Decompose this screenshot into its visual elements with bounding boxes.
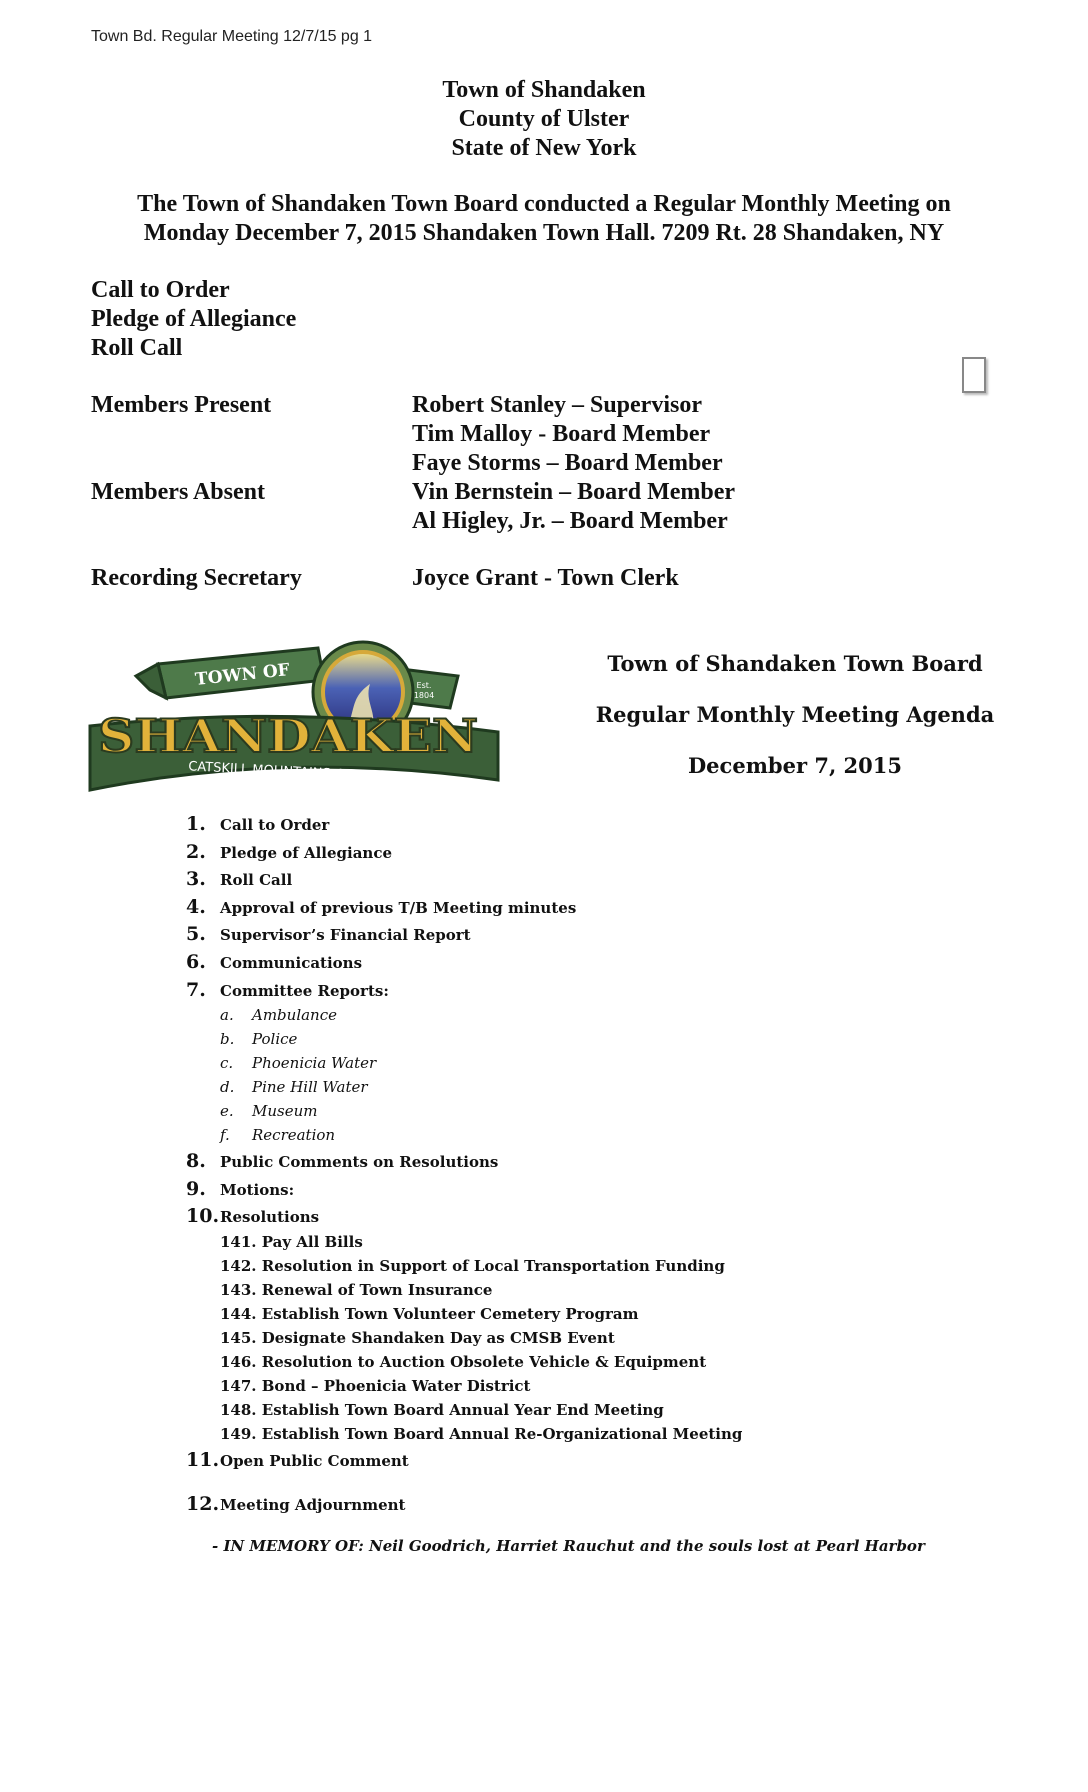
committee-item: e. Museum bbox=[220, 1102, 318, 1121]
title-line: Town of Shandaken bbox=[442, 77, 646, 103]
agenda-item: 6. Communications bbox=[186, 950, 363, 973]
resolution-item: 145. Designate Shandaken Day as CMSB Event bbox=[220, 1328, 615, 1347]
logo-est: Est. bbox=[416, 681, 432, 690]
intro-line: The Town of Shandaken Town Board conducted a Regular Monthly Meeting on bbox=[137, 191, 951, 217]
missing-glyph-box bbox=[962, 357, 986, 393]
intro-line: Monday December 7, 2015 Shandaken Town Hall. 7209 Rt. 28 Shandaken, NY bbox=[143, 220, 945, 246]
agenda-title-1: Town of Shandaken Town Board bbox=[607, 651, 983, 676]
member-name: Robert Stanley – Supervisor bbox=[412, 392, 702, 418]
title-block bbox=[0, 76, 1088, 163]
agenda-title-2: Regular Monthly Meeting Agenda bbox=[595, 702, 995, 727]
member-name: Vin Bernstein – Board Member bbox=[412, 479, 736, 505]
members-absent-label: Members Absent bbox=[91, 479, 265, 505]
members-present-label: Members Present bbox=[91, 392, 272, 418]
member-name: Tim Malloy - Board Member bbox=[412, 421, 711, 447]
committee-item: d. Pine Hill Water bbox=[220, 1078, 368, 1097]
members-present-list bbox=[412, 391, 723, 478]
agenda-item: 10. Resolutions bbox=[186, 1205, 320, 1228]
resolution-item: 144. Establish Town Volunteer Cemetery Program bbox=[220, 1304, 639, 1323]
agenda-item: 2. Pledge of Allegiance bbox=[186, 840, 393, 863]
committee-item: a. Ambulance bbox=[220, 1006, 337, 1025]
member-name: Faye Storms – Board Member bbox=[412, 450, 723, 476]
opening-call-to-order: Call to Order bbox=[91, 277, 230, 303]
member-name: Al Higley, Jr. – Board Member bbox=[412, 508, 728, 534]
agenda-item: 3. Roll Call bbox=[186, 868, 293, 891]
logo-year: 1804 bbox=[413, 691, 435, 700]
title-line: County of Ulster bbox=[458, 106, 630, 132]
committee-item: f. Recreation bbox=[220, 1126, 336, 1145]
opening-block bbox=[91, 276, 296, 363]
agenda-date: December 7, 2015 bbox=[687, 753, 903, 778]
agenda-list bbox=[186, 813, 906, 1520]
page-header: Town Bd. Regular Meeting 12/7/15 pg 1 bbox=[91, 28, 373, 45]
resolution-item: 143. Renewal of Town Insurance bbox=[220, 1280, 493, 1299]
agenda-item: 12. Meeting Adjournment bbox=[186, 1492, 406, 1515]
agenda-item: 7. Committee Reports: bbox=[186, 978, 389, 1001]
in-memory-note: - IN MEMORY OF: Neil Goodrich, Harriet Rauchut and the souls lost at Pearl Harbor bbox=[212, 1537, 925, 1555]
secretary-name: Joyce Grant - Town Clerk bbox=[412, 565, 679, 591]
resolution-item: 142. Resolution in Support of Local Transportation Funding bbox=[220, 1256, 725, 1275]
resolution-item: 148. Establish Town Board Annual Year End Meeting bbox=[220, 1400, 664, 1419]
logo-sub-text: CATSKILL MOUNTAINS•NEW YORK bbox=[187, 759, 409, 786]
opening-roll-call: Roll Call bbox=[91, 335, 183, 361]
agenda-item: 4. Approval of previous T/B Meeting minutes bbox=[186, 895, 577, 918]
opening-pledge: Pledge of Allegiance bbox=[91, 306, 297, 332]
committee-item: c. Phoenicia Water bbox=[220, 1054, 377, 1073]
agenda-item: 9. Motions: bbox=[186, 1177, 295, 1200]
agenda-item: 5. Supervisor’s Financial Report bbox=[186, 923, 471, 946]
members-absent-list bbox=[412, 478, 735, 536]
resolution-item: 147. Bond – Phoenicia Water District bbox=[220, 1376, 531, 1395]
agenda-item: 1. Call to Order bbox=[186, 813, 330, 835]
intro-block bbox=[0, 190, 1088, 248]
resolution-item: 146. Resolution to Auction Obsolete Vehicle & Equipment bbox=[220, 1352, 707, 1371]
secretary-label: Recording Secretary bbox=[91, 565, 302, 591]
logo-top-text: TOWN OF bbox=[194, 660, 291, 690]
agenda-item: 8. Public Comments on Resolutions bbox=[186, 1150, 499, 1173]
resolution-item: 149. Establish Town Board Annual Re-Organizational Meeting bbox=[220, 1424, 743, 1443]
agenda-item: 11. Open Public Comment bbox=[186, 1448, 409, 1471]
shandaken-logo bbox=[88, 640, 508, 792]
resolution-item: 141. Pay All Bills bbox=[220, 1232, 363, 1251]
title-line: State of New York bbox=[451, 135, 637, 161]
logo-main-text: SHANDAKEN bbox=[98, 709, 478, 763]
committee-item: b. Police bbox=[220, 1030, 298, 1049]
